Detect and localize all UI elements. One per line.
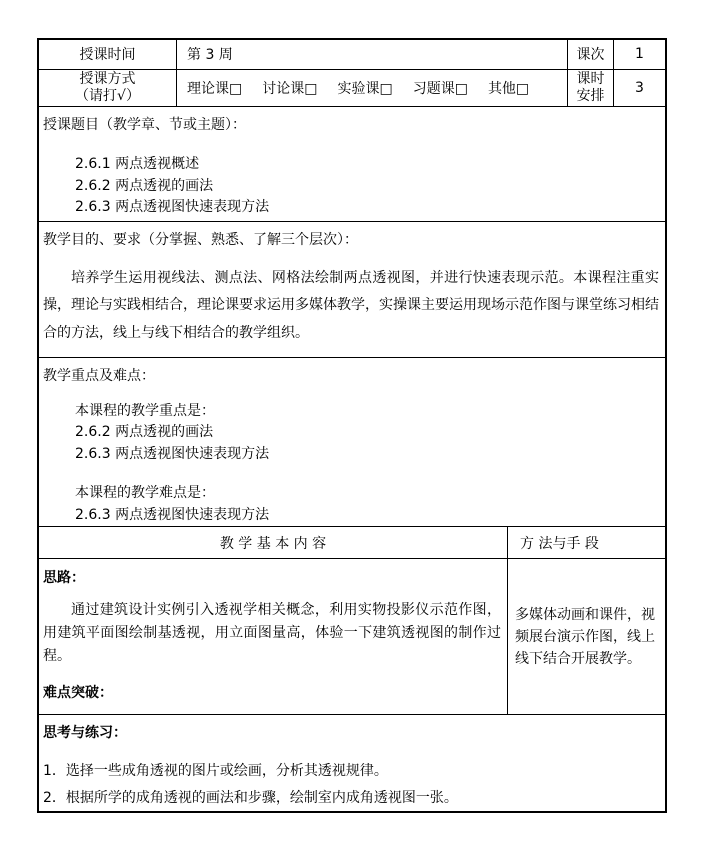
idea-label: 思路： (43, 570, 85, 587)
idea-paragraph: 通过建筑设计实例引入透视学相关概念，利用实物投影仪示范作图，用建筑平面图绘制基透视，用立面图量高，体验一下建筑透视图的制作过程。 (43, 602, 501, 665)
row-class-time (39, 40, 665, 70)
session-number-value: 1 (614, 40, 665, 70)
methods-text: 多媒体动画和课件，视频展台演示作图，线上线下结合开展教学。 (515, 606, 655, 667)
keypoints-focus-group (39, 401, 665, 466)
breakthrough-label: 难点突破： (43, 685, 113, 702)
topic-item: 2.6.2 两点透视的画法 (75, 177, 214, 194)
homework-title: 思考与练习： (43, 725, 127, 742)
row-content-body (39, 559, 665, 715)
keypoints-difficulty-group (39, 483, 665, 526)
row-keypoints (39, 358, 665, 528)
row-teaching-method (39, 70, 665, 108)
class-time-label: 授课时间 (39, 40, 177, 70)
checkbox-option-experiment[interactable]: 实验课□ (337, 80, 393, 97)
teaching-content-cell (39, 559, 508, 715)
topic-item: 2.6.1 两点透视概述 (75, 156, 200, 173)
row-content-header (39, 527, 665, 559)
keypoints-focus-title: 本课程的教学重点是： (75, 402, 215, 419)
row-topic (39, 107, 665, 222)
topic-title: 授课题目（教学章、节或主题）： (43, 117, 246, 134)
teaching-method-label-line2: （请打√） (75, 87, 140, 104)
objective-paragraph: 培养学生运用视线法、测点法、网格法绘制两点透视图，并进行快速表现示范。本课程注重实操，理论与实践相结合，理论课要求运用多媒体教学，实操课主要运用现场示范作图与课堂练习相结合的方法，线上与线下相结合的教学组织。 (43, 269, 659, 341)
checkbox-option-theory[interactable]: 理论课□ (187, 80, 243, 97)
topic-list (39, 154, 665, 219)
objective-title: 教学目的、要求（分掌握、熟悉、了解三个层次）： (43, 231, 358, 248)
methods-cell (508, 559, 665, 715)
class-time-value: 第 3 周 (177, 40, 568, 70)
topic-item: 2.6.3 两点透视图快速表现方法 (75, 199, 270, 216)
class-hours-label-line1: 课时 (576, 70, 605, 87)
teaching-method-label-line1: 授课方式 (79, 70, 136, 87)
keypoints-cell (39, 358, 665, 528)
topic-cell (39, 107, 665, 222)
keypoints-difficulty-item: 2.6.3 两点透视图快速表现方法 (75, 506, 270, 523)
keypoints-focus-item: 2.6.2 两点透视的画法 (75, 424, 214, 441)
homework-item: 1．选择一些成角透视的图片或绘画，分析其透视规律。 (43, 763, 388, 780)
row-objective (39, 222, 665, 358)
class-hours-label-line2: 安排 (576, 87, 605, 104)
teaching-method-label (39, 70, 177, 108)
homework-list (43, 758, 659, 811)
checkbox-option-exercise[interactable]: 习题课□ (412, 80, 468, 97)
class-hours-label (568, 70, 614, 108)
checkbox-option-discussion[interactable]: 讨论课□ (262, 80, 318, 97)
checkbox-option-other[interactable]: 其他□ (487, 80, 530, 97)
homework-item: 2．根据所学的成角透视的画法和步骤，绘制室内成角透视图一张。 (43, 789, 458, 806)
teaching-method-options (177, 70, 568, 108)
content-header-left: 教 学 基 本 内 容 (39, 527, 508, 559)
objective-cell (39, 222, 665, 358)
keypoints-title: 教学重点及难点： (43, 367, 155, 384)
session-number-label: 课次 (568, 40, 614, 70)
lesson-plan-table (37, 38, 667, 813)
homework-cell (39, 715, 665, 811)
keypoints-focus-item: 2.6.3 两点透视图快速表现方法 (75, 445, 270, 462)
class-hours-value: 3 (614, 70, 665, 108)
row-homework (39, 715, 665, 811)
content-header-right: 方 法与手 段 (508, 527, 665, 559)
keypoints-difficulty-title: 本课程的教学难点是： (75, 485, 215, 502)
